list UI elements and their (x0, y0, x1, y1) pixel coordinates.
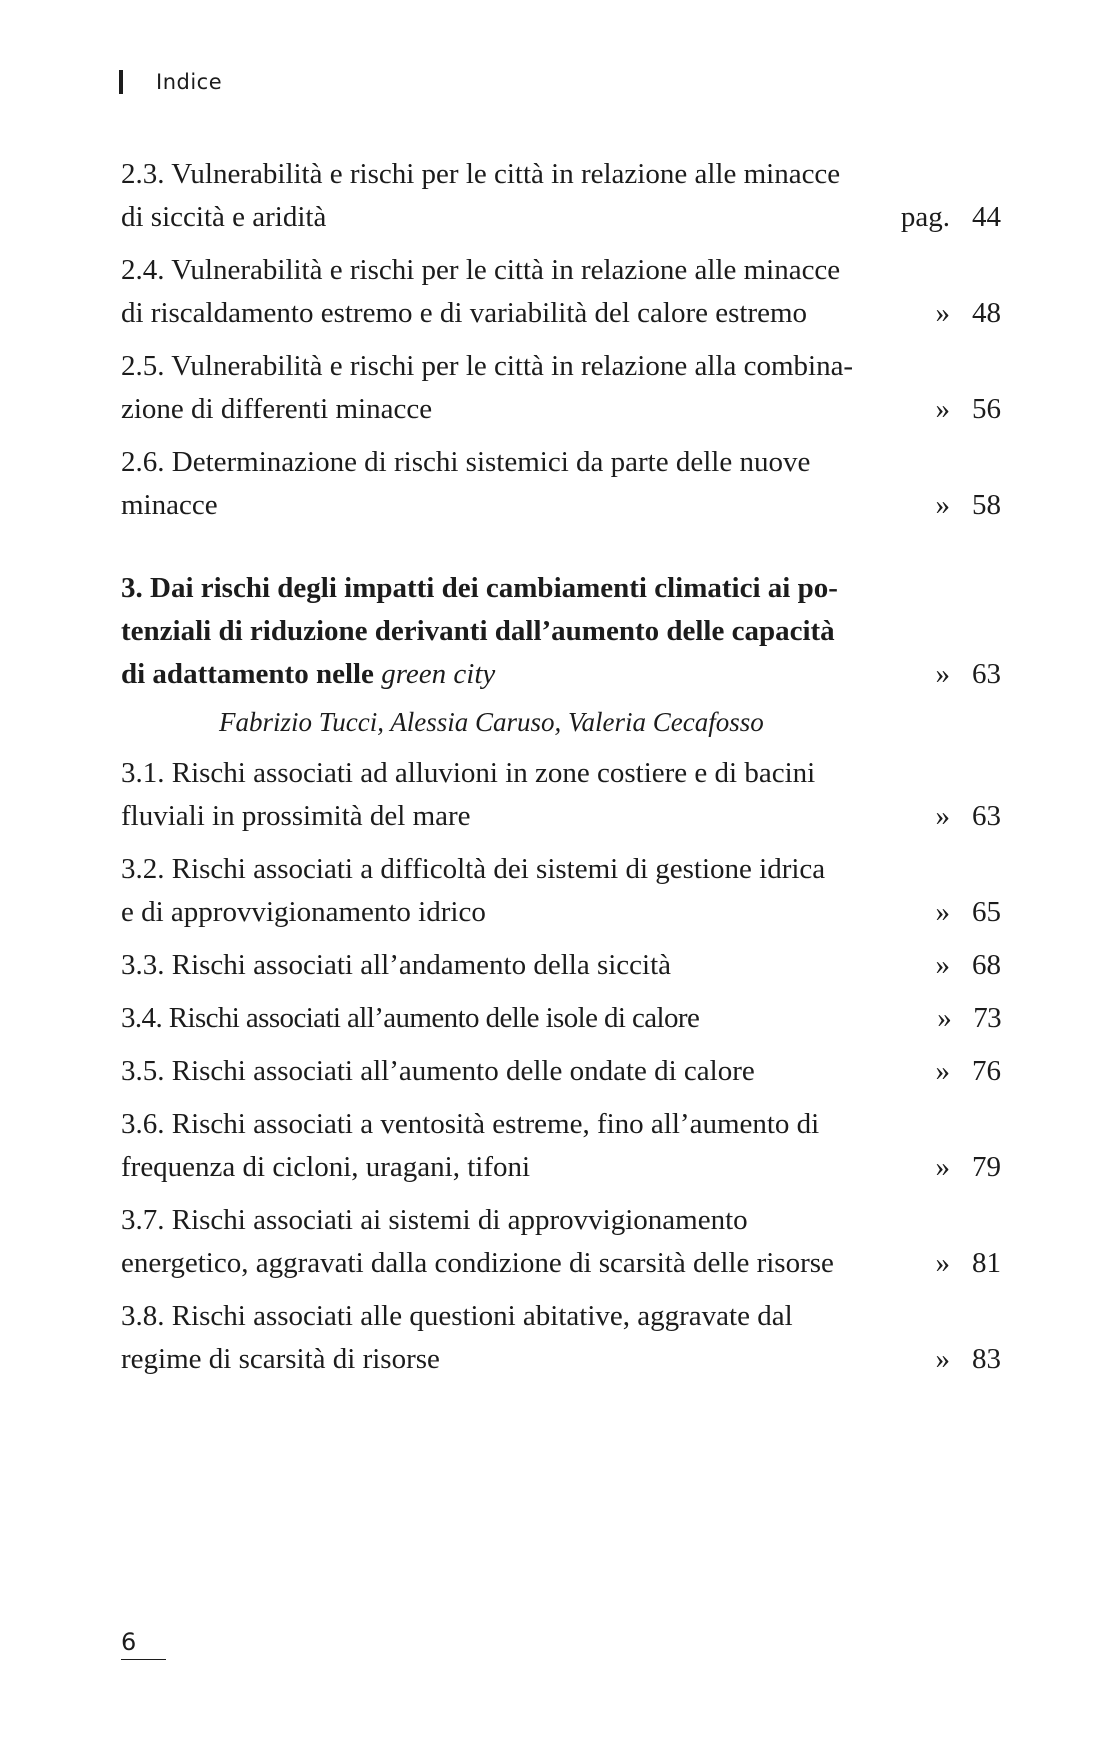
toc-entry-3-7[interactable] (121, 1199, 1001, 1285)
toc-page-ref (936, 1242, 1002, 1285)
page-marker: » (935, 658, 950, 690)
toc-entry-text: 2.3. Vulnerabilità e rischi per le città in relazione alle minacce (121, 158, 841, 190)
chapter-title-line: tenziali di riduzione derivanti dall’aumento delle capacità (121, 615, 835, 647)
toc-entry-text: energetico, aggravati dalla condizione di scarsità delle risorse (121, 1247, 834, 1279)
chapter-title-italic: green city (381, 658, 496, 690)
running-head (119, 70, 222, 94)
toc-entry-3-3[interactable] (121, 944, 1001, 987)
page-marker: » (935, 949, 950, 981)
toc-entry-text: minacce (121, 489, 218, 521)
toc-entry-text: 3.7. Rischi associati ai sistemi di approvvigionamento (121, 1204, 748, 1236)
toc-entry-text: 3.1. Rischi associati ad alluvioni in zone costiere e di bacini (121, 757, 816, 789)
page-marker: » (935, 1247, 950, 1279)
toc-entry-2-6[interactable] (121, 441, 1001, 527)
page-marker: » (937, 1002, 952, 1034)
toc-page-ref (936, 292, 1002, 335)
toc-entry-text: regime di scarsità di risorse (121, 1343, 440, 1375)
page-number: 63 (972, 658, 1001, 690)
toc-page-ref (936, 1050, 1002, 1093)
folio-rule (121, 1659, 166, 1660)
toc-entry-text: e di approvvigionamento idrico (121, 896, 486, 928)
toc-entry-text: 2.4. Vulnerabilità e rischi per le città in relazione alle minacce (121, 254, 841, 286)
page-number: 76 (972, 1055, 1001, 1087)
toc-entry-2-5[interactable] (121, 345, 1001, 431)
toc-entry-3-4[interactable] (121, 997, 1001, 1040)
toc-entry-text: frequenza di cicloni, uragani, tifoni (121, 1151, 531, 1183)
running-title: Indice (156, 70, 223, 94)
toc-page-ref (936, 388, 1002, 431)
page-folio: 6 (121, 1628, 137, 1656)
toc-entry-text: 3.5. Rischi associati all’aumento delle ondate di calore (121, 1055, 755, 1087)
page-number: 63 (972, 800, 1001, 832)
toc-entry-text: 3.6. Rischi associati a ventosità estreme, fino all’aumento di (121, 1108, 820, 1140)
page-number: 81 (972, 1247, 1001, 1279)
page-number: 48 (972, 297, 1001, 329)
toc-entry-text: 3.8. Rischi associati alle questioni abitative, aggravate dal (121, 1300, 793, 1332)
page-number: 79 (972, 1151, 1001, 1183)
toc-page-ref (936, 653, 1002, 696)
page-marker: » (935, 1343, 950, 1375)
toc-entry-3-2[interactable] (121, 848, 1001, 934)
header-rule (119, 70, 123, 94)
toc-chapter-3[interactable] (121, 567, 1001, 696)
toc-entry-text: fluviali in prossimità del mare (121, 800, 471, 832)
page-number: 65 (972, 896, 1001, 928)
toc-entry-text: di riscaldamento estremo e di variabilità del calore estremo (121, 297, 808, 329)
toc-entry-3-5[interactable] (121, 1050, 1001, 1093)
page-number: 68 (972, 949, 1001, 981)
page-number: 58 (972, 489, 1001, 521)
page-marker: » (935, 800, 950, 832)
toc-entry-text: 3.4. Rischi associati all’aumento delle isole di calore (121, 1002, 700, 1034)
chapter-authors: Fabrizio Tucci, Alessia Caruso, Valeria Cecafosso (219, 707, 764, 737)
toc-entry-2-3[interactable] (121, 153, 1001, 239)
table-of-contents (121, 153, 1001, 1391)
page-number: 73 (973, 1002, 1001, 1034)
page-marker: » (935, 393, 950, 425)
toc-entry-3-8[interactable] (121, 1295, 1001, 1381)
toc-page-ref (936, 891, 1002, 934)
toc-entry-text: di siccità e aridità (121, 201, 327, 233)
toc-page-ref (936, 944, 1002, 987)
toc-page-ref (901, 196, 1001, 239)
chapter-title-line (121, 653, 1001, 696)
page-number: 56 (972, 393, 1001, 425)
page-marker: » (935, 1055, 950, 1087)
toc-entry-text: 3.2. Rischi associati a difficoltà dei sistemi di gestione idrica (121, 853, 826, 885)
toc-page-ref (937, 997, 1001, 1040)
toc-entry-text: 3.3. Rischi associati all’andamento della siccità (121, 949, 672, 981)
toc-entry-text: zione di differenti minacce (121, 393, 433, 425)
toc-page-ref (936, 484, 1002, 527)
toc-entry-text: 2.6. Determinazione di rischi sistemici da parte delle nuove (121, 446, 811, 478)
toc-entry-3-1[interactable] (121, 752, 1001, 838)
page-marker: » (935, 1151, 950, 1183)
chapter-title-line: 3. Dai rischi degli impatti dei cambiamenti climatici ai po- (121, 572, 838, 604)
page-marker: » (935, 297, 950, 329)
toc-page-ref (936, 795, 1002, 838)
chapter-title-text: di adattamento nelle (121, 658, 382, 690)
toc-entry-3-6[interactable] (121, 1103, 1001, 1189)
toc-page-ref (936, 1146, 1002, 1189)
page-marker: » (935, 489, 950, 521)
toc-page-ref (936, 1338, 1002, 1381)
toc-entry-text: 2.5. Vulnerabilità e rischi per le città in relazione alla combina- (121, 350, 854, 382)
toc-entry-2-4[interactable] (121, 249, 1001, 335)
page-marker: » (935, 896, 950, 928)
page-number: 44 (972, 201, 1001, 233)
page-number: 83 (972, 1343, 1001, 1375)
page-marker: pag. (900, 201, 950, 233)
